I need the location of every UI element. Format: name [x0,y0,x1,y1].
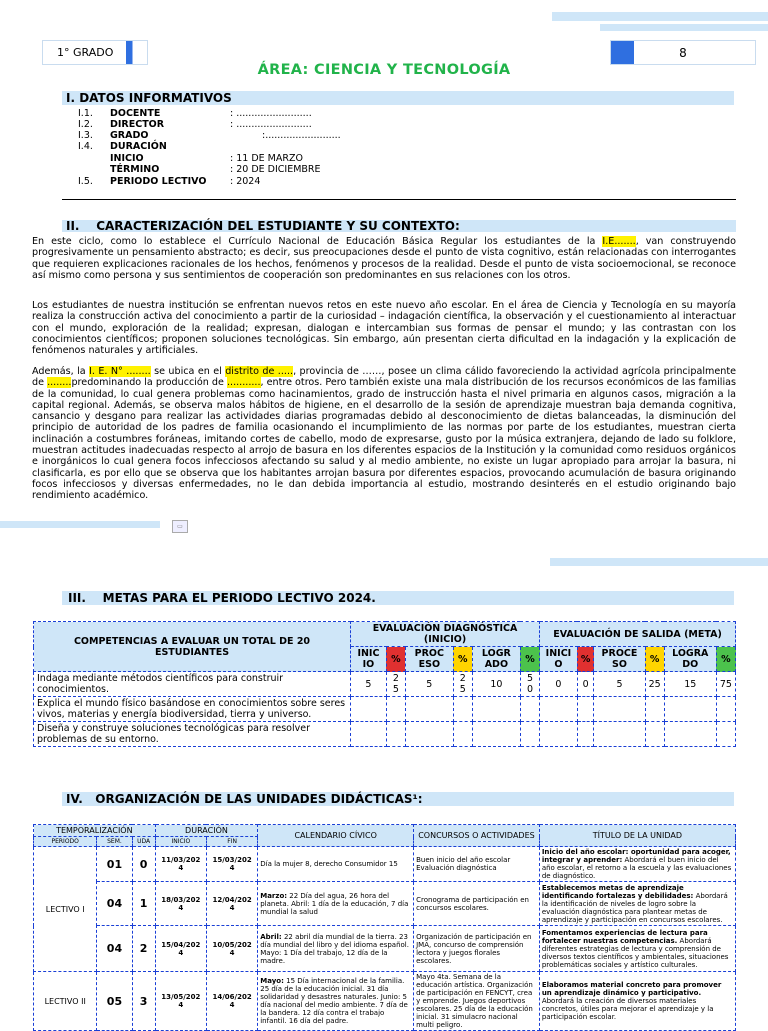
section-4-title: IV. ORGANIZACIÓN DE LAS UNIDADES DIDÁCTICAS¹: [66,792,423,806]
competency-cell: Explica el mundo físico basándose en conocimientos sobre seres vivos, materias y energía biodiversidad, tierra y universo. [34,697,351,722]
competency-cell: Diseña y construye soluciones tecnológicas para resolver problemas de su entorno. [34,722,351,747]
start-cell: 18/03/202 4 [155,882,206,926]
unit-title-cell [539,926,735,972]
mid-decoration-band [0,521,160,528]
calendar-bold: Marzo: [260,891,288,900]
info-row-periodo [78,176,260,187]
uda-header: UDA [132,837,155,847]
text: predominando la producción de [71,377,227,389]
sub-header: PROC ESO [405,647,453,672]
info-key: INICIO [110,153,144,164]
info-value: :......................... [262,130,341,141]
highlight: distrito de ..... [225,366,294,377]
section-3-title-text: III. METAS PARA EL PERIODO LECTIVO 2024. [68,591,376,605]
value-cell: 10 [472,672,520,697]
info-key: DOCENTE [110,108,161,119]
text: , van construyendo progresivamente un pensamiento abstracto; es decir, sus preocupaciones desde el punto de vista cognitivo, están relacionadas con interrogantes que requieren explicaciones racionales de los hechos, fenómenos y procesos de la realidad. Desde el punto de vista socioemocional, se reconoce así mismo como persona y sus sentimientos de cooperación son predominantes en sus relaciones con los otros. [32,236,736,281]
table-row [34,722,736,747]
uda-cell: 0 [132,847,155,882]
info-value: : 20 DE DICIEMBRE [230,164,321,175]
end-cell: 12/04/202 4 [206,882,257,926]
text: se ubica en el [150,366,226,377]
calendar-cell: Día la mujer 8, derecho Consumidor 15 [258,847,414,882]
units-table [33,824,736,1031]
table-row [34,847,736,882]
uda-cell: 3 [132,972,155,1031]
sem-cell: 04 [97,882,132,926]
calendar-bold: Mayo: [260,977,284,985]
value-cell: 5 [405,672,453,697]
contests-header: CONCURSOS O ACTIVIDADES [414,825,540,847]
unit-title-text: Abordará el buen inicio del año escolar, el retorno a la escuela y las evaluaciones de diagnóstico. [541,856,732,880]
period-header: PERIODO [34,837,97,847]
info-row-termino [78,164,321,175]
value-cell: 75 [716,672,735,697]
sem-cell: 05 [97,972,132,1031]
sem-cell: 04 [97,926,132,972]
sem-header: SEM. [97,837,132,847]
goals-table [33,621,736,747]
table-row [34,972,736,1031]
uda-cell: 1 [132,882,155,926]
sub-header: PROCE SO [594,647,645,672]
sub-header: LOGR ADO [472,647,520,672]
section-1-title: I. DATOS INFORMATIVOS [62,91,734,105]
value-cell: 5 0 [520,672,539,697]
table-row [34,926,736,972]
info-key: DURACIÓN [110,141,167,152]
diagnostic-header: EVALUACIÓN DIAGNÓSTICA (INICIO) [351,622,540,647]
sub-header: LOGRA DO [664,647,716,672]
unit-title-text: Abordará la identificación de niveles de logro sobre la evaluación diagnóstica para plantear metas de aprendizaje y participación en concursos escolares. [541,891,728,924]
percent-header: % [520,647,539,672]
highlight: I.E....... [602,236,636,247]
sem-cell: 01 [97,847,132,882]
percent-header: % [716,647,735,672]
end-cell: 15/03/202 4 [206,847,257,882]
paragraph-3 [32,366,736,502]
period-cell: LECTIVO I [34,847,97,972]
unit-title-bold: Establecemos metas de aprendizaje identificando fortalezas y debilidades: [541,883,694,900]
highlight: ........ [47,377,72,389]
value-cell: 15 [664,672,716,697]
unit-title-cell [539,847,735,882]
calendar-header: CALENDARIO CÍVICO [258,825,414,847]
highlight: ........... [226,377,261,389]
contests-cell: Organización de participación en JMA, concurso de comprensión lectora y juegos florales escolares. [414,926,540,972]
highlight: I. E. N° ........ [89,366,151,377]
page-title: ÁREA: CIENCIA Y TECNOLOGÍA [257,62,511,78]
end-cell: 10/05/202 4 [206,926,257,972]
info-key: DIRECTOR [110,119,165,130]
contests-cell: Buen inicio del año escolar Evaluación diagnóstica [414,847,540,882]
period-cell: LECTIVO II [34,972,97,1031]
table-row [34,672,736,697]
unit-title-text: Abordará diferentes estrategias de lectura y comprensión de diversos textos científicos y ambientales, situaciones problemáticas sociales y artístico culturales. [541,936,729,969]
value-cell: 2 5 [453,672,472,697]
sub-header: INIC IO [351,647,387,672]
info-value: : ......................... [230,119,312,130]
percent-header: % [453,647,472,672]
text: Además, la [32,366,90,377]
value-cell: 5 [351,672,387,697]
info-row-inicio [78,153,303,164]
grade-label: 1° GRADO [57,46,114,59]
unit-title-bold: Fomentamos experiencias de lectura para fortalecer nuestras competencias. [541,928,708,945]
top-decoration-band-2 [600,24,768,31]
info-key: TÉRMINO [110,164,160,175]
start-cell: 11/03/202 4 [155,847,206,882]
info-num: I.4. [78,141,93,152]
value-cell: 0 [540,672,578,697]
info-key: GRADO [110,130,149,141]
percent-header: % [577,647,594,672]
info-key: PERIODO LECTIVO [110,176,207,187]
unit-title-bold: Inicio del año escolar: oportunidad para acoger, integrar y aprender: [541,848,731,864]
value-cell: 5 [594,672,645,697]
unit-title-cell [539,972,735,1031]
table-row [34,697,736,722]
exit-header: EVALUACIÓN DE SALIDA (META) [540,622,736,647]
text: En este ciclo, como lo establece el Currículo Nacional de Educación Básica Regular los estudiantes de la [32,236,603,247]
percent-header: % [386,647,405,672]
calendar-text: 22 abril día mundial de la tierra. 23 día mundial del libro y del idioma español. Mayo: 1 Día del trabajo, 12 día de la madre. [260,932,409,965]
uda-cell: 2 [132,926,155,972]
calendar-cell [258,882,414,926]
unit-title-header: TÍTULO DE LA UNIDAD [539,825,735,847]
image-placeholder-icon: ▭ [172,520,188,533]
section-divider [62,199,736,200]
text: , provincia de ……, posee un clima cálido favoreciendo la actividad agrícola principalmente de [32,366,736,389]
info-num: I.1. [78,108,93,119]
info-value: : 11 DE MARZO [230,153,303,164]
page-number: 8 [679,45,687,60]
table-row [34,882,736,926]
info-num: I.3. [78,130,93,141]
info-row-duracion [78,141,230,152]
contests-cell: Mayo 4ta. Semana de la educación artística. Organización de participación en FENCYT, crea y emprende. Juegos deportivos escolares. 25 día de la educación inicial. 31 simulacro nacional multi peligro. [414,972,540,1031]
competency-header: COMPETENCIAS A EVALUAR UN TOTAL DE 20 ESTUDIANTES [34,622,351,672]
unit-title-bold: Elaboramos material concreto para promover un aprendizaje dinámico y participativo. [541,981,722,997]
info-value: : 2024 [230,176,261,187]
paragraph-1 [32,236,736,281]
calendar-cell [258,926,414,972]
value-cell: 25 [645,672,664,697]
info-row-docente [78,108,312,119]
value-cell: 2 5 [386,672,405,697]
end-cell: 14/06/202 4 [206,972,257,1031]
mid-decoration-band-2 [550,558,768,566]
info-value: : ......................... [230,108,312,119]
top-decoration-band [552,12,768,21]
calendar-text: 22 Día del agua, 26 hora del planeta. Abril: 1 día de la educación, 7 día mundial la salud [260,891,409,916]
start-header: INICIO [155,837,206,847]
unit-title-cell [539,882,735,926]
competency-cell: Indaga mediante métodos científicos para construir conocimientos. [34,672,351,697]
calendar-cell [258,972,414,1031]
info-row-director [78,119,312,130]
unit-title-text: Abordará la creación de diversos materiales concretos, útiles para mejorar el aprendizaje y la participación escolar. [541,997,714,1021]
duration-header: DURACIÓN [155,825,258,837]
sub-header: INICI O [540,647,578,672]
percent-header: % [645,647,664,672]
paragraph-2: Los estudiantes de nuestra institución se enfrentan nuevos retos en este nuevo año escolar. En el área de Ciencia y Tecnología en su mayoría realiza la construcción activa del conocimiento a partir de la curiosidad – indagación científica, la observación y el cuestionamiento al interactuar con el mundo, exploración de la realidad; expresan, dialogan e intercambian sus formas de pensar el mundo; y las contrastan con los conocimientos científicos; proponen soluciones tecnológicas. Sin embargo, aún presentan cierta dificultad en la indagación y la explicación de fenómenos naturales y artificiales. [32,300,736,357]
section-3-title [62,591,734,605]
section-2-title: II. CARACTERIZACIÓN DEL ESTUDIANTE Y SU CONTEXTO: [66,219,460,233]
calendar-text: 15 Día internacional de la familia. 25 día de la educación inicial. 31 día solidaridad y desastres naturales. Junio: 5 día nacional del medio ambiente. 7 día de la bandera. 12 día contra el trabajo infantil. 16 día del padre. [260,977,408,1025]
start-cell: 15/04/202 4 [155,926,206,972]
temporal-header: TEMPORALIZACIÓN [34,825,156,837]
info-num: I.2. [78,119,93,130]
contests-cell: Cronograma de participación en concursos escolares. [414,882,540,926]
info-num: I.5. [78,176,93,187]
info-row-grado [78,130,341,141]
end-header: FIN [206,837,257,847]
text: , entre otros. Pero también existe una mala distribución de los recursos económicos de las familias de la comunidad, lo cual genera problemas como hacinamientos, grado de instrucción hasta el nivel primaria en algunos casos, migración a la capital regional. Además, se observa malos hábitos de higiene, en el desarrollo de la sesión de aprendizaje muestran baja demanda cognitiva, cansancio y desgano para realizar las actividades diarias programadas debido al desconocimiento de dietas balanceadas, la disminución del principio de autoridad de los padres de familia ocasionando el incumplimiento de las normas por parte de los estudiantes, muestran cierta inclinación a costumbres foráneas, imitando cortes de cabello, modo de expresarse, gusto por la música extranjera, dejando de lado su folklore, muestran actitudes inadecuadas respecto al arrojo de basura en los diferentes espacios de la Institución y la comunidad como residuos orgánicos e inorgánicos lo cual genera focos infecciosos afectando su salud y al medio ambiente, no existe un lugar apropiado para arrojar la basura, ni clasificarla, es por ello que se observa que los habitantes arrojan basura por diferentes espacios, provocando acumulación de basura originando focos infecciosos y diversas enfermedades, no le dan debida importancia al estudio, mostrando desinterés en el estudio originando bajo rendimiento académico. [32,377,736,502]
calendar-bold: Abril: [260,932,282,941]
value-cell: 0 [577,672,594,697]
start-cell: 13/05/202 4 [155,972,206,1031]
